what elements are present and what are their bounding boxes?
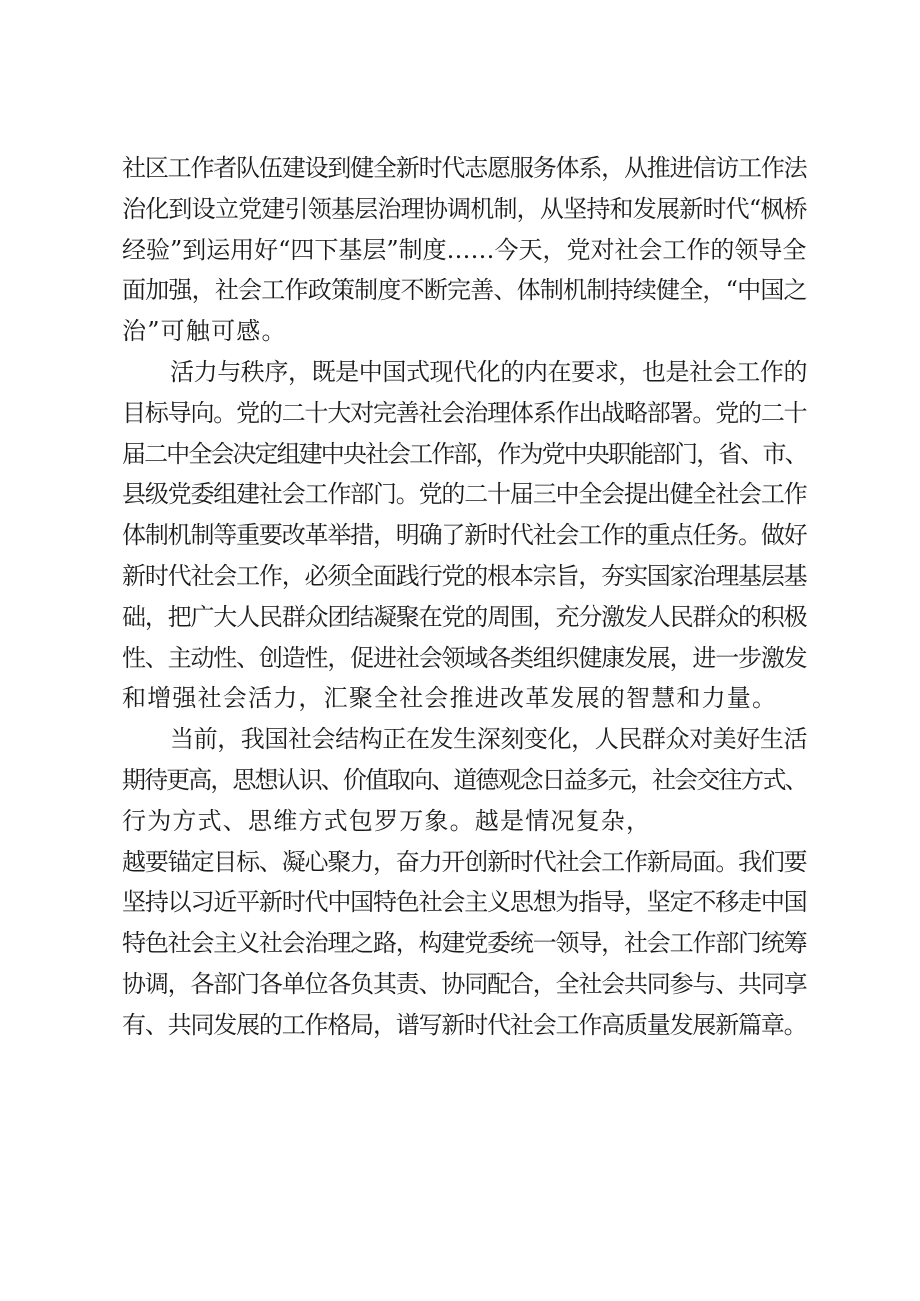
text-line: 目标导向。党的二十大对完善社会治理体系作出战略部署。党的二十 (122, 398, 807, 427)
text-line: 面加强，社会工作政策制度不断完善、体制机制持续健全，“中国之 (122, 276, 807, 305)
text-line: 期待更高，思想认识、价值取向、道德观念日益多元，社会交往方式、 (122, 765, 807, 794)
paragraph-1 (122, 148, 808, 352)
text-line: 性、主动性、创造性，促进社会领域各类组织健康发展，进一步激发 (122, 643, 807, 672)
paragraph-3 (122, 719, 808, 841)
text-line: 县级党委组建社会工作部门。党的二十届三中全会提出健全社会工作 (122, 480, 807, 509)
paragraph-2 (122, 352, 808, 719)
text-line: 治”可触可感。 (122, 317, 287, 346)
text-line: 特色社会主义社会治理之路，构建党委统一领导，社会工作部门统筹 (122, 929, 807, 958)
paragraph-4 (122, 842, 808, 1046)
text-line: 有、共同发展的工作格局，谱写新时代社会工作高质量发展新篇章。 (122, 1010, 807, 1039)
text-line: 行为方式、思维方式包罗万象。越是情况复杂， (122, 806, 652, 835)
text-line: 体制机制等重要改革举措，明确了新时代社会工作的重点任务。做好 (122, 521, 807, 550)
text-line: 新时代社会工作，必须全面践行党的根本宗旨，夯实国家治理基层基 (122, 561, 807, 590)
text-line: 础，把广大人民群众团结凝聚在党的周围，充分激发人民群众的积极 (122, 602, 807, 631)
text-line: 坚持以习近平新时代中国特色社会主义思想为指导，坚定不移走中国 (122, 888, 807, 917)
text-line: 当前，我国社会结构正在发生深刻变化，人民群众对美好生活 (170, 725, 808, 754)
document-body (122, 148, 808, 1046)
text-line: 经验”到运用好“四下基层”制度……今天，党对社会工作的领导全 (122, 235, 807, 264)
text-line: 社区工作者队伍建设到健全新时代志愿服务体系，从推进信访工作法 (122, 154, 807, 182)
text-line: 和增强社会活力，汇聚全社会推进改革发展的智慧和力量。 (122, 684, 778, 713)
text-line: 活力与秩序，既是中国式现代化的内在要求，也是社会工作的 (170, 357, 808, 386)
text-line: 届二中全会决定组建中央社会工作部，作为党中央职能部门，省、市、 (122, 439, 807, 468)
text-line: 治化到设立党建引领基层治理协调机制，从坚持和发展新时代“枫桥 (122, 194, 807, 223)
text-line: 越要锚定目标、凝心聚力，奋力开创新时代社会工作新局面。我们要 (122, 847, 807, 876)
text-line: 协调，各部门各单位各负其责、协同配合，全社会共同参与、共同享 (122, 969, 807, 998)
